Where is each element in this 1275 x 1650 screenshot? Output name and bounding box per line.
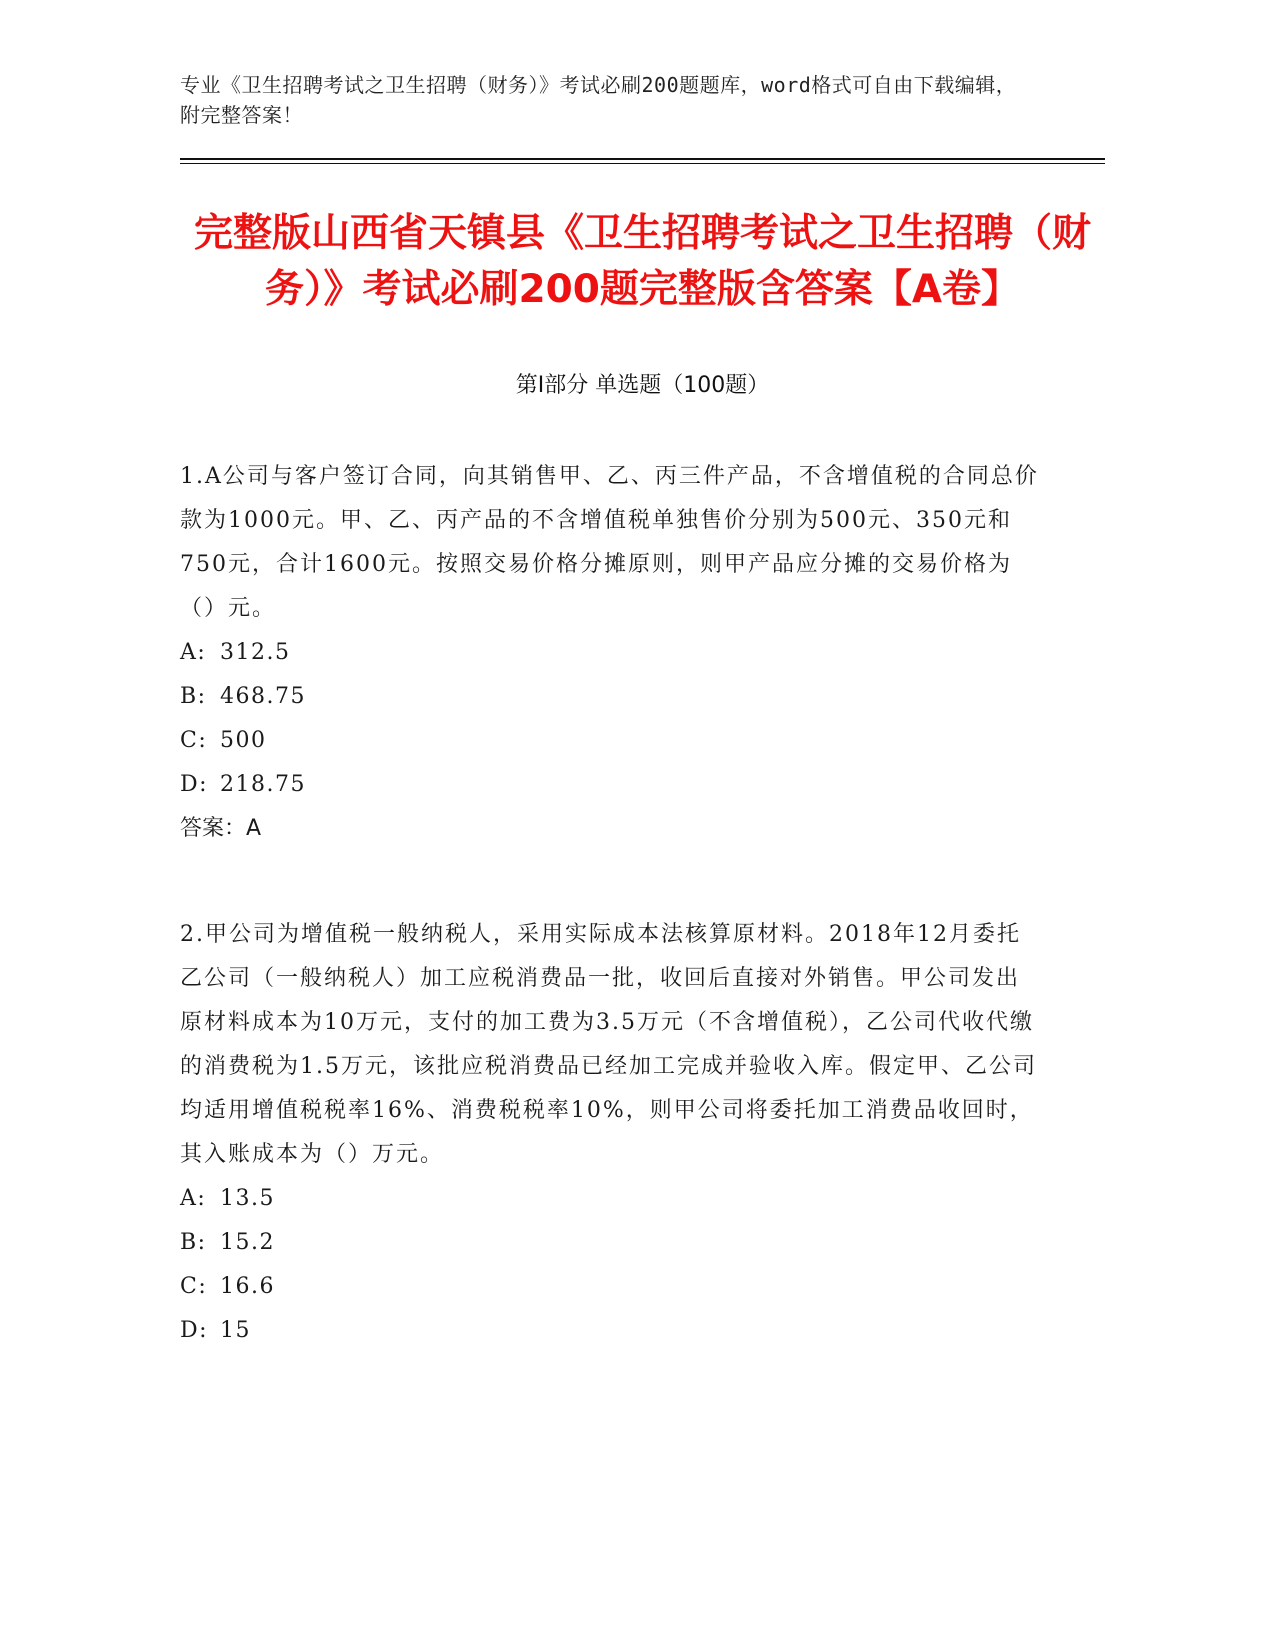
- question-1: [180, 455, 1105, 851]
- document-page: [180, 70, 1105, 1353]
- document-title: 完整版山西省天镇县《卫生招聘考试之卫生招聘（财务）》考试必刷200题完整版含答案【A卷】: [193, 211, 1091, 312]
- option-b: [180, 1221, 1105, 1265]
- option-d: [180, 763, 1105, 807]
- option-label: D:: [180, 1318, 209, 1343]
- option-label: D:: [180, 772, 209, 797]
- option-a: [180, 631, 1105, 675]
- option-value: 312.5: [220, 640, 291, 665]
- question-text: 2.甲公司为增值税一般纳税人，采用实际成本法核算原材料。2018年12月委托乙公司（一般纳税人）加工应税消费品一批，收回后直接对外销售。甲公司发出原材料成本为10万元，支付的加工费为3.5万元（不含增值税），乙公司代收代缴的消费税为1.5万元，该批应税消费品已经加工完成并验收入库。假定甲、乙公司均适用增值税税率16%、消费税税率10%，则甲公司将委托加工消费品收回时，其入账成本为（）万元。: [180, 922, 1037, 1167]
- option-a: [180, 1177, 1105, 1221]
- option-label: B:: [180, 1230, 207, 1255]
- option-c: [180, 719, 1105, 763]
- option-b: [180, 675, 1105, 719]
- option-value: 500: [220, 728, 267, 753]
- option-value: 15.2: [220, 1230, 275, 1255]
- option-c: [180, 1265, 1105, 1309]
- header-divider: [180, 158, 1105, 164]
- question-2: [180, 913, 1105, 1353]
- option-value: 13.5: [220, 1186, 275, 1211]
- option-value: 218.75: [220, 772, 306, 797]
- option-value: 468.75: [220, 684, 306, 709]
- option-label: A:: [180, 640, 207, 665]
- answer-line: 答案：A: [180, 816, 262, 841]
- option-label: A:: [180, 1186, 207, 1211]
- option-label: B:: [180, 684, 207, 709]
- question-text: 1.A公司与客户签订合同，向其销售甲、乙、丙三件产品，不含增值税的合同总价款为1000元。甲、乙、丙产品的不含增值税单独售价分别为500元、350元和750元，合计1600元。按照交易价格分摊原则，则甲产品应分摊的交易价格为（）元。: [180, 464, 1039, 621]
- option-label: C:: [180, 1274, 208, 1299]
- option-d: [180, 1309, 1105, 1353]
- header-note: 专业《卫生招聘考试之卫生招聘（财务）》考试必刷200题题库，word格式可自由下载编辑，附完整答案！: [180, 73, 1017, 127]
- section-title: 第I部分 单选题（100题）: [515, 373, 770, 398]
- option-value: 15: [220, 1318, 251, 1343]
- option-label: C:: [180, 728, 208, 753]
- option-value: 16.6: [220, 1274, 275, 1299]
